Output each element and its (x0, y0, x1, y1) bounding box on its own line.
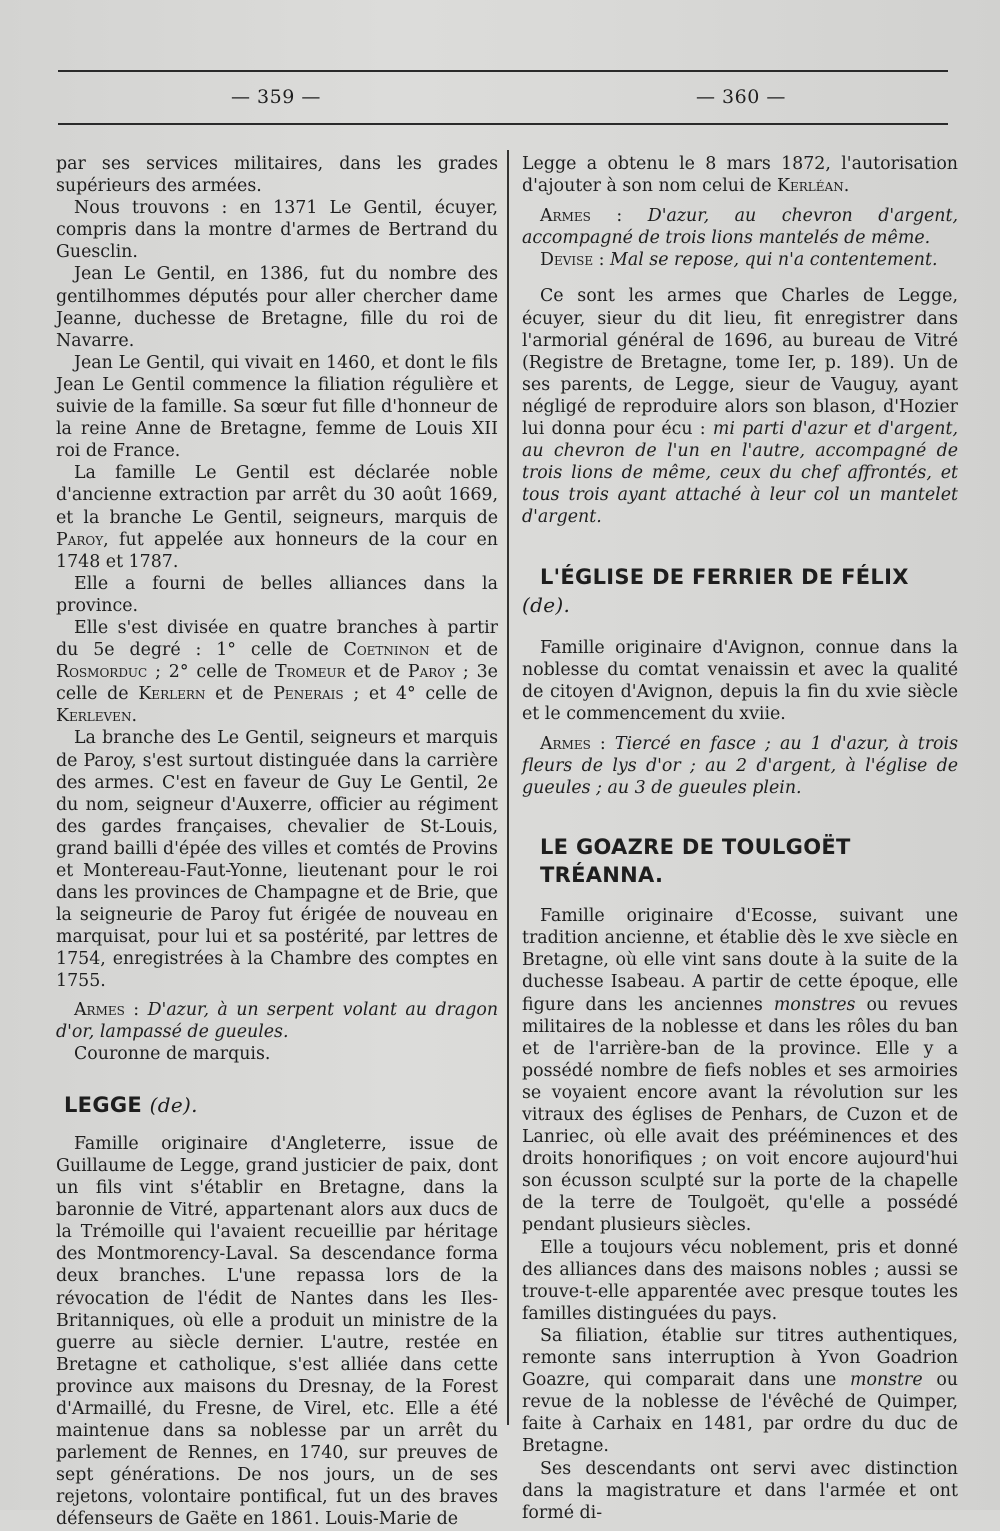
paragraph: Ce sont les armes que Charles de Legge, écuyer, sieur du dit lieu, fit enregistrer dans l'armorial général de 1696, au bureau de Vitré (Registre de Bretagne, tome Ier, p. 189). Un de ses parents, de Legge, sieur de Vauguy, ayant négligé de reproduire alors son blason, d'Hozier lui donna pour écu : mi parti d'azur et d'argent, au chevron de l'un en l'autre, accompagné de trois lions de même, ceux du chef affrontés, et tous trois ayant attaché à leur col un mantelet d'argent. (522, 286, 958, 528)
header-rule (58, 123, 948, 125)
page-number-359: — 359 — (231, 86, 321, 108)
paragraph: Nous trouvons : en 1371 Le Gentil, écuyer, compris dans la montre d'armes de Bertrand du Guesclin. (56, 198, 498, 263)
paragraph: Famille originaire d'Angleterre, issue de Guillaume de Legge, grand justicier de paix, dont un fils vint s'établir en Bretagne, dans la baronnie de Vitré, appartenant alors aux ducs de la Trémoille qui l'avaient recueillie par héritage des Montmorency-Laval. Sa descendance forma deux branches. L'une repassa lors de la révocation de l'édit de Nantes dans les Iles-Britanniques, où elle a produit un ministre de la guerre au siècle dernier. L'autre, restée en Bretagne et catholique, s'est alliée dans cette province aux maisons du Dresnay, de la Forest d'Armaillé, du Fresne, de Virel, etc. Elle a été maintenue dans sa noblesse par un arrêt du parlement de Rennes, en 1740, sur preuves de sept générations. De nos jours, un de ses rejetons, volontaire pontifical, fut un des braves défenseurs de Gaëte en 1861. Louis-Marie de (56, 1133, 498, 1530)
armes-line: Armes : D'azur, à un serpent volant au dragon d'or, lampassé de gueules. (56, 999, 499, 1042)
couronne-line: Couronne de marquis. (74, 1043, 271, 1064)
devise-line: Devise : Mal se repose, qui n'a contentement. (540, 250, 938, 271)
paragraph: La famille Le Gentil est déclarée noble d'ancienne extraction par arrêt du 30 août 1669, et la branche Le Gentil, seigneurs, marquis de Paroy, fut appelée aux honneurs de la cour en 1748 et 1787. (56, 463, 498, 572)
paragraph: Sa filiation, établie sur titres authentiques, remonte sans interruption à Yvon Goadrion Goazre, qui comparait dans une monstre ou revue de la noblesse de l'évêché de Quimper, faite à Carhaix en 1481, par ordre du duc de Bretagne. (522, 1325, 959, 1457)
paragraph: Famille originaire d'Ecosse, suivant une tradition ancienne, et établie dès le xve siècle en Bretagne, où elle vint sans doute à la suite de la duchesse Isabeau. A partir de cette époque, elle figure dans les anciennes monstres ou revues militaires de la noblesse et dans les rôles du ban et de l'arrière-ban de la province. Elle y a possédé nombre de fiefs nobles et ses armoiries se voyaient encore avant la révolution sur les vitraux des églises de Penhars, de Cuzon et de Lanriec, où elle avait des prééminences et des droits honorifiques ; on voit encore aujourd'hui son écusson sculpté sur la porte de la chapelle de la terre de Toulgoët, qu'elle a possédé pendant plusieurs siècles. (522, 906, 958, 1236)
right-column (522, 153, 958, 1524)
section-heading-legge: LEGGE (de). (64, 1092, 198, 1117)
column-divider (507, 150, 509, 1425)
paragraph: Ses descendants ont servi avec distinction dans la magistrature et dans l'armée et ont formé di- (522, 1458, 958, 1523)
name-paroy: Paroy (56, 529, 104, 550)
paragraph: Elle s'est divisée en quatre branches à partir du 5e degré : 1° celle de Coetninon et de Rosmorduc ; 2° celle de Tromeur et de Paroy ; 3e celle de Kerlern et de Penerais ; et 4° celle de Kerleven. (56, 617, 498, 727)
left-column (56, 153, 498, 1531)
armes-line: Armes : Tiercé en fasce ; au 1 d'azur, à trois fleurs de lys d'or ; au 2 d'argent, à l'église de gueules ; au 3 de gueules plein. (522, 733, 959, 799)
page-number-360: — 360 — (696, 86, 786, 108)
top-rule (58, 70, 948, 72)
paragraph: Elle a toujours vécu noblement, pris et donné des alliances dans des maisons nobles ; aussi se trouve-t-elle apparentée avec presque toutes les familles distinguées du pays. (522, 1237, 958, 1324)
paragraph: Jean Le Gentil, qui vivait en 1460, et dont le fils Jean Le Gentil commence la filiation régulière et suivie de la famille. Sa sœur fut fille d'honneur de la reine Anne de Bretagne, femme de Louis XII roi de France. (56, 352, 498, 462)
paragraph: Famille originaire d'Avignon, connue dans la noblesse du comtat venaissin et avec la qualité de citoyen d'Avignon, depuis la fin du xvie siècle et le commencement du xviie. (522, 637, 958, 724)
paragraph: Legge a obtenu le 8 mars 1872, l'autorisation d'ajouter à son nom celui de Kerléan. (522, 154, 958, 197)
paragraph: par ses services militaires, dans les grades supérieurs des armées. (56, 154, 498, 197)
section-heading-ferrier: L'ÉGLISE DE FERRIER DE FÉLIX (de). (522, 564, 909, 617)
paragraph: La branche des Le Gentil, seigneurs et marquis de Paroy, s'est surtout distinguée dans la carrière des armes. C'est en faveur de Guy Le Gentil, 2e du nom, seigneur d'Auxerre, officier au régiment des gardes françaises, chevalier de St-Louis, grand bailli d'épée des villes et comtés de Provins et Montereau-Faut-Yonne, lieutenant pour le roi dans les provinces de Champagne et de Brie, que la seigneurie de Paroy fut érigée de nouveau en marquisat, pour lui et sa postérité, par lettres de 1754, enregistrées à la Chambre des comptes en 1755. (56, 728, 498, 992)
armes-line: Armes : D'azur, au chevron d'argent, accompagné de trois lions mantelés de même. (522, 206, 959, 249)
paragraph: Elle a fourni de belles alliances dans la province. (56, 573, 498, 616)
paragraph: Jean Le Gentil, en 1386, fut du nombre des gentilhommes députés pour aller chercher dame Jeanne, duchesse de Bretagne, fille du roi de Navarre. (56, 264, 498, 351)
section-heading-goazre: LE GOAZRE DE TOULGOËT TRÉANNA. (540, 835, 851, 888)
